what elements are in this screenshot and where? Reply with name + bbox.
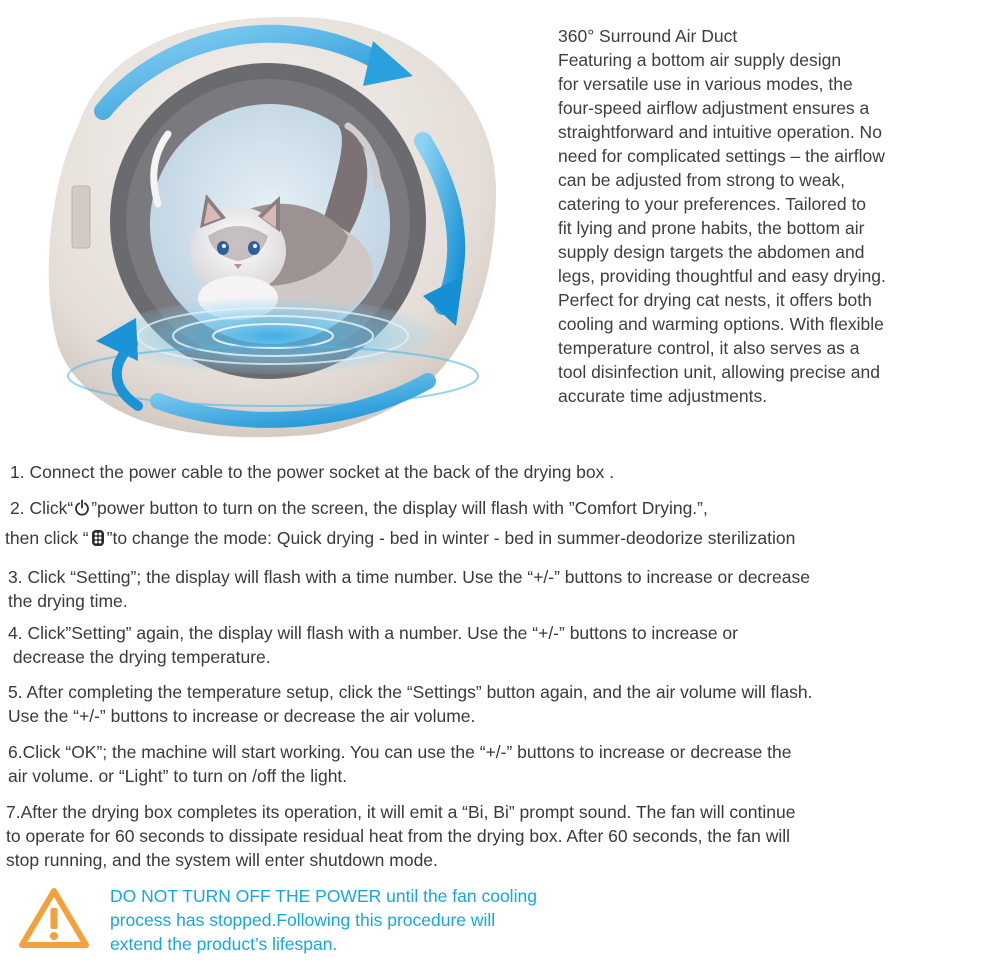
step-5-line-1: 5. After completing the temperature setup, click the “Settings” button again, and the air volume will flash. — [8, 682, 813, 702]
step-2-text-b: ”power button to turn on the screen, the display will flash with ”Comfort Drying.”, — [91, 498, 708, 518]
air-ripple — [108, 298, 438, 374]
intro-body-line: supply design targets the abdomen and — [558, 242, 865, 262]
step-2-line-2 — [5, 526, 795, 550]
intro-body-line: catering to your preferences. Tailored to — [558, 194, 867, 214]
warning-line-1: DO NOT TURN OFF THE POWER until the fan cooling — [110, 886, 537, 906]
step-4-line-1: 4. Click”Setting” again, the display will flash with a number. Use the “+/-” buttons to increase or — [8, 623, 738, 643]
step-1 — [10, 460, 614, 484]
step-6-line-2: air volume. or “Light” to turn on /off the light. — [8, 766, 348, 786]
intro-body-line: Perfect for drying cat nests, it offers both — [558, 290, 872, 310]
intro-body-line: temperature control, it also serves as a — [558, 338, 860, 358]
intro-body — [558, 48, 958, 408]
intro-body-line: four-speed airflow adjustment ensures a — [558, 98, 870, 118]
warning-message — [110, 884, 670, 956]
intro-body-line: need for complicated settings – the airflow — [558, 146, 885, 166]
mode-icon — [90, 529, 106, 547]
step-2-line-1 — [8, 496, 795, 520]
intro-body-line: cooling and warming options. With flexible — [558, 314, 884, 334]
drying-box-illustration — [18, 6, 518, 446]
power-icon — [74, 499, 90, 517]
intro-body-line: accurate time adjustments. — [558, 386, 768, 406]
intro-body-line: fit lying and prone habits, the bottom air — [558, 218, 865, 238]
step-2 — [5, 496, 796, 550]
step-6 — [8, 740, 792, 788]
step-4-line-2: decrease the drying temperature. — [8, 647, 271, 667]
intro-body-line: legs, providing thoughtful and easy drying. — [558, 266, 886, 286]
step-5-line-2: Use the “+/-” buttons to increase or decrease the air volume. — [8, 706, 476, 726]
step-7-line-2: to operate for 60 seconds to dissipate residual heat from the drying box. After 60 seconds, the fan will — [6, 826, 791, 846]
step-3 — [8, 565, 810, 613]
step-7 — [6, 800, 796, 872]
step-2-text-c: then click “ — [5, 528, 89, 548]
warning-triangle-icon — [18, 886, 90, 950]
step-5 — [8, 680, 812, 728]
warning-line-2: process has stopped.Following this procedure will — [110, 910, 496, 930]
intro-heading: 360° Surround Air Duct — [558, 26, 738, 46]
intro-section — [558, 24, 958, 408]
step-2-text-d: ”to change the mode: Quick drying - bed in winter - bed in summer-deodorize sterilization — [106, 528, 796, 548]
warning-line-3: extend the product’s lifespan. — [110, 934, 338, 954]
intro-body-line: can be adjusted from strong to weak, — [558, 170, 845, 190]
product-image — [18, 6, 518, 446]
step-6-line-1: 6.Click “OK”; the machine will start working. You can use the “+/-” buttons to increase or decrease the — [8, 742, 792, 762]
step-4 — [8, 621, 738, 669]
step-2-text-a: 2. Click“ — [10, 498, 74, 518]
step-3-line-2: the drying time. — [8, 591, 128, 611]
step-3-line-1: 3. Click “Setting”; the display will flash with a time number. Use the “+/-” buttons to increase or decrease — [8, 567, 810, 587]
step-1-text: 1. Connect the power cable to the power socket at the back of the drying box . — [10, 462, 615, 482]
step-7-line-1: 7.After the drying box completes its operation, it will emit a “Bi, Bi” prompt sound. The fan will continue — [6, 802, 796, 822]
intro-body-line: tool disinfection unit, allowing precise and — [558, 362, 880, 382]
intro-body-line: for versatile use in various modes, the — [558, 74, 853, 94]
intro-body-line: straightforward and intuitive operation. No — [558, 122, 882, 142]
step-7-line-3: stop running, and the system will enter shutdown mode. — [6, 850, 438, 870]
intro-body-line: Featuring a bottom air supply design — [558, 50, 842, 70]
